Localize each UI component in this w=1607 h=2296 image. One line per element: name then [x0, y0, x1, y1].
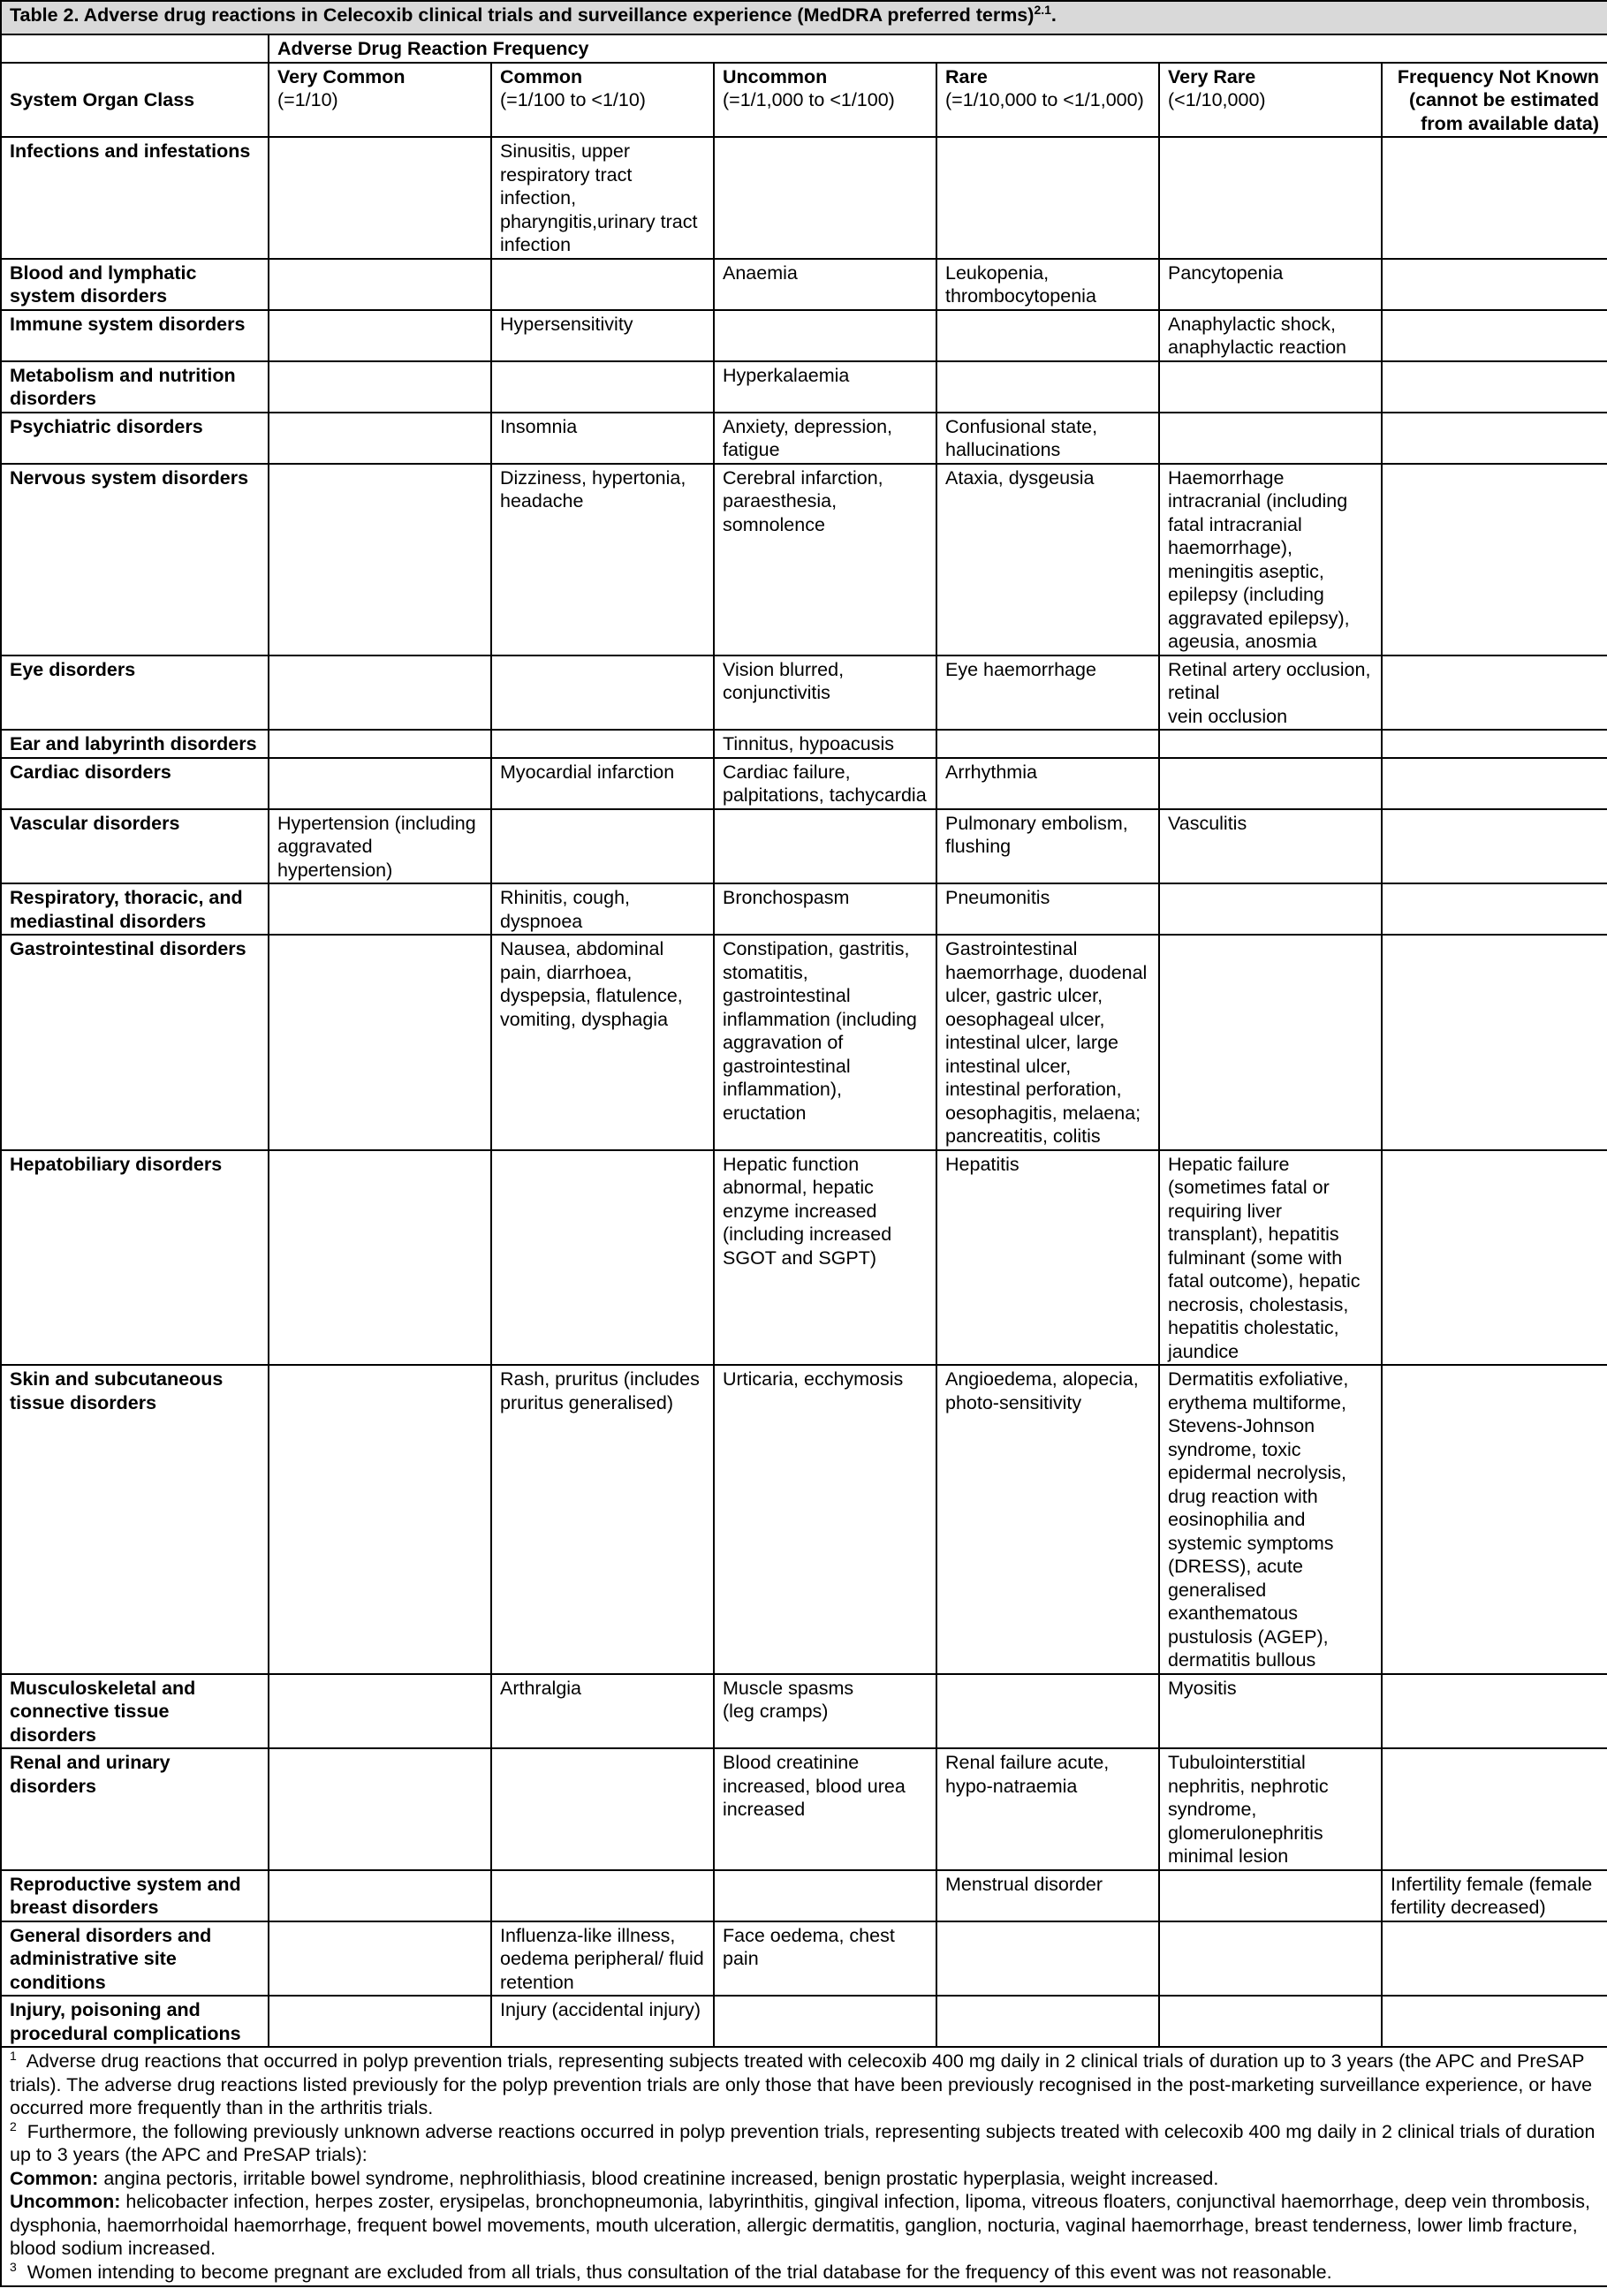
uncommon-label: Uncommon:	[10, 2191, 121, 2212]
column-header	[1382, 63, 1607, 138]
table-cell	[1159, 935, 1382, 1150]
footnote-3-mark: 3	[10, 2259, 17, 2274]
table-cell: Rash, pruritus (includes pruritus generalised)	[491, 1365, 714, 1674]
footnote-2-text: Furthermore, the following previously unknown adverse reactions occurred in polyp prevention trials, representing subjects treated with celecoxib 400 mg daily in 2 clinical trials of duration up to 3 years (the APC and PreSAP trials):	[10, 2120, 1596, 2165]
caption-text: Table 2. Adverse drug reactions in Celecoxib clinical trials and surveillance experience (MedDRA preferred terms)	[10, 4, 1035, 26]
table-cell	[1382, 413, 1607, 464]
table-cell	[936, 1674, 1159, 1749]
column-header-range: (=1/100 to <1/10)	[500, 89, 646, 110]
table-cell: Menstrual disorder	[936, 1870, 1159, 1921]
column-header-range: (=1/1,000 to <1/100)	[723, 89, 895, 110]
table-cell	[1382, 361, 1607, 413]
system-organ-class: Metabolism and nutrition disorders	[1, 361, 269, 413]
footnote-1-text: Adverse drug reactions that occurred in polyp prevention trials, representing subjects treated with celecoxib 400 mg daily in 2 clinical trials of duration up to 3 years (the APC and PreSAP trials). The adverse drug reactions listed previously for the polyp prevention trials are only those that have been previously recognised in the post-marketing surveillance experience, or have occurred more frequently than in the arthritis trials.	[10, 2050, 1593, 2118]
table-cell	[1382, 1674, 1607, 1749]
column-header-name: Common	[500, 65, 583, 87]
system-organ-class: Immune system disorders	[1, 310, 269, 361]
table-cell	[1382, 259, 1607, 310]
table-row	[1, 1150, 1607, 1366]
table-row	[1, 1870, 1607, 1921]
common-text: angina pectoris, irritable bowel syndrome, nephrolithiasis, blood creatinine increased, benign prostatic hyperplasia, weight increased.	[103, 2167, 1219, 2189]
table-cell	[1382, 655, 1607, 731]
system-organ-class: Musculoskeletal and connective tissue disorders	[1, 1674, 269, 1749]
table-cell	[491, 655, 714, 731]
system-organ-class: Injury, poisoning and procedural complications	[1, 1996, 269, 2047]
table-cell	[936, 1996, 1159, 2047]
column-header	[491, 63, 714, 138]
column-header-name: Uncommon	[723, 65, 828, 87]
footnote-1-mark: 1	[10, 2048, 17, 2063]
system-organ-class: Infections and infestations	[1, 137, 269, 259]
table-cell	[1382, 1921, 1607, 1997]
table-cell	[269, 1996, 491, 2047]
table-cell: Urticaria, ecchymosis	[714, 1365, 936, 1674]
table-row	[1, 310, 1607, 361]
table-cell	[269, 1150, 491, 1366]
table-cell	[269, 730, 491, 758]
table-cell: Anxiety, depression, fatigue	[714, 413, 936, 464]
system-organ-class: Blood and lymphatic system disorders	[1, 259, 269, 310]
table-cell: Hypertension (including aggravated hypertension)	[269, 809, 491, 884]
table-cell: Hepatic function abnormal, hepatic enzyme increased (including increased SGOT and SGPT)	[714, 1150, 936, 1366]
table-cell: Muscle spasms (leg cramps)	[714, 1674, 936, 1749]
table-row	[1, 809, 1607, 884]
table-row	[1, 413, 1607, 464]
footnote-3	[10, 2261, 1599, 2285]
table-cell	[269, 1921, 491, 1997]
footnote-common	[10, 2167, 1599, 2191]
table-cell: Anaemia	[714, 259, 936, 310]
table-cell: Angioedema, alopecia, photo-sensitivity	[936, 1365, 1159, 1674]
table-cell	[1382, 1748, 1607, 1870]
table-cell: Tubulointerstitial nephritis, nephrotic syndrome, glomerulonephritis minimal lesion	[1159, 1748, 1382, 1870]
table-cell: Hypersensitivity	[491, 310, 714, 361]
table-cell	[1159, 883, 1382, 935]
table-row	[1, 883, 1607, 935]
table-cell: Confusional state, hallucinations	[936, 413, 1159, 464]
table-cell	[269, 883, 491, 935]
table-cell: Pneumonitis	[936, 883, 1159, 935]
table-cell: Vasculitis	[1159, 809, 1382, 884]
table-cell	[936, 137, 1159, 259]
table-cell	[1159, 1870, 1382, 1921]
table-row	[1, 1921, 1607, 1997]
table-cell: Infertility female (female fertility decreased)	[1382, 1870, 1607, 1921]
table-cell: Bronchospasm	[714, 883, 936, 935]
table-row	[1, 1674, 1607, 1749]
table-cell: Pulmonary embolism, flushing	[936, 809, 1159, 884]
table-row	[1, 1996, 1607, 2047]
footnotes	[1, 2047, 1607, 2286]
system-organ-class: Renal and urinary disorders	[1, 1748, 269, 1870]
column-header-name: System Organ Class	[10, 89, 195, 110]
uncommon-text: helicobacter infection, herpes zoster, erysipelas, bronchopneumonia, labyrinthitis, gingival infection, lipoma, vitreous floaters, conjunctival haemorrhage, deep vein thrombosis, dysphonia, haemorrhoidal haemorrhage, frequent bowel movements, mouth ulceration, allergic dermatitis, ganglion, nocturia, vaginal haemorrhage, breast tenderness, lower limb fracture, blood sodium increased.	[10, 2191, 1590, 2259]
table-cell	[1159, 361, 1382, 413]
table-cell	[1382, 310, 1607, 361]
system-organ-class: Vascular disorders	[1, 809, 269, 884]
table-row	[1, 259, 1607, 310]
table-cell	[269, 361, 491, 413]
table-cell: Haemorrhage intracranial (including fatal intracranial haemorrhage), meningitis aseptic, epilepsy (including aggravated epilepsy), ageusia, anosmia	[1159, 464, 1382, 655]
table-caption	[1, 1, 1607, 34]
column-header-name: Rare	[945, 65, 988, 87]
table-cell	[491, 1870, 714, 1921]
table-cell: Arthralgia	[491, 1674, 714, 1749]
table-cell	[269, 758, 491, 809]
table-cell	[1382, 809, 1607, 884]
table-cell	[714, 1870, 936, 1921]
table-cell	[1382, 1150, 1607, 1366]
table-cell	[1382, 1365, 1607, 1674]
table-cell	[491, 1748, 714, 1870]
system-organ-class: Gastrointestinal disorders	[1, 935, 269, 1150]
group-header-spacer	[1, 34, 269, 63]
table-cell: Leukopenia, thrombocytopenia	[936, 259, 1159, 310]
column-header-name: Frequency Not Known (cannot be estimated from available data)	[1397, 65, 1600, 134]
table-cell: Vision blurred, conjunctivitis	[714, 655, 936, 731]
table-cell: Nausea, abdominal pain, diarrhoea, dyspepsia, flatulence, vomiting, dysphagia	[491, 935, 714, 1150]
group-header: Adverse Drug Reaction Frequency	[269, 34, 1607, 63]
table-cell	[491, 730, 714, 758]
table-cell	[269, 1870, 491, 1921]
table-cell	[269, 1365, 491, 1674]
table-cell: Influenza-like illness, oedema peripheral/ fluid retention	[491, 1921, 714, 1997]
table-cell	[714, 137, 936, 259]
column-header	[1159, 63, 1382, 138]
system-organ-class: Reproductive system and breast disorders	[1, 1870, 269, 1921]
table-cell	[1159, 1921, 1382, 1997]
table-cell	[1159, 758, 1382, 809]
table-cell	[1382, 730, 1607, 758]
table-cell	[1382, 137, 1607, 259]
table-cell	[269, 310, 491, 361]
table-row	[1, 730, 1607, 758]
table-cell: Myositis	[1159, 1674, 1382, 1749]
table-cell: Injury (accidental injury)	[491, 1996, 714, 2047]
table-cell: Retinal artery occlusion, retinal vein occlusion	[1159, 655, 1382, 731]
column-header	[936, 63, 1159, 138]
table-cell	[1382, 464, 1607, 655]
table-cell	[269, 413, 491, 464]
table-cell	[269, 259, 491, 310]
table-row	[1, 655, 1607, 731]
table-row	[1, 1365, 1607, 1674]
table-cell	[1382, 883, 1607, 935]
column-header-range: (=1/10,000 to <1/1,000)	[945, 89, 1144, 110]
table-cell	[714, 310, 936, 361]
system-organ-class: Eye disorders	[1, 655, 269, 731]
table-cell	[269, 935, 491, 1150]
table-cell	[269, 655, 491, 731]
table-cell: Eye haemorrhage	[936, 655, 1159, 731]
table-cell	[936, 310, 1159, 361]
column-header-name: Very Rare	[1168, 65, 1256, 87]
table-cell: Rhinitis, cough, dyspnoea	[491, 883, 714, 935]
table-cell: Pancytopenia	[1159, 259, 1382, 310]
column-header	[269, 63, 491, 138]
table-cell: Hepatitis	[936, 1150, 1159, 1366]
table-cell: Face oedema, chest pain	[714, 1921, 936, 1997]
system-organ-class: Skin and subcutaneous tissue disorders	[1, 1365, 269, 1674]
table-cell	[269, 1674, 491, 1749]
table-row	[1, 758, 1607, 809]
table-cell: Hyperkalaemia	[714, 361, 936, 413]
table-cell: Ataxia, dysgeusia	[936, 464, 1159, 655]
table-cell	[269, 464, 491, 655]
table-cell	[936, 1921, 1159, 1997]
caption-superscript: 2.1	[1034, 2, 1051, 17]
table-cell: Insomnia	[491, 413, 714, 464]
caption-row	[1, 1, 1607, 34]
table-cell	[714, 809, 936, 884]
system-organ-class: Psychiatric disorders	[1, 413, 269, 464]
column-header	[714, 63, 936, 138]
footnote-2	[10, 2120, 1599, 2167]
table-cell: Dizziness, hypertonia, headache	[491, 464, 714, 655]
table-cell	[491, 259, 714, 310]
system-organ-class: General disorders and administrative site conditions	[1, 1921, 269, 1997]
table-cell	[1382, 935, 1607, 1150]
system-organ-class: Nervous system disorders	[1, 464, 269, 655]
group-header-row	[1, 34, 1607, 63]
table-cell: Myocardial infarction	[491, 758, 714, 809]
table-cell	[269, 137, 491, 259]
table-cell	[714, 1996, 936, 2047]
footnote-1	[10, 2050, 1599, 2120]
footnote-uncommon	[10, 2190, 1599, 2261]
footnotes-row	[1, 2047, 1607, 2286]
table-cell: Anaphylactic shock, anaphylactic reaction	[1159, 310, 1382, 361]
table-cell: Gastrointestinal haemorrhage, duodenal ulcer, gastric ulcer, oesophageal ulcer, intestinal ulcer, large intestinal ulcer, intestinal perforation, oesophagitis, melaena; pancreatitis, colitis	[936, 935, 1159, 1150]
table-cell	[491, 1150, 714, 1366]
table-cell: Cerebral infarction, paraesthesia, somnolence	[714, 464, 936, 655]
system-organ-class: Ear and labyrinth disorders	[1, 730, 269, 758]
caption-end: .	[1050, 4, 1057, 26]
table-cell	[936, 361, 1159, 413]
table-cell	[1159, 730, 1382, 758]
table-cell: Blood creatinine increased, blood urea increased	[714, 1748, 936, 1870]
table-cell	[491, 361, 714, 413]
table-cell: Sinusitis, upper respiratory tract infection, pharyngitis,urinary tract infection	[491, 137, 714, 259]
column-header-name: Very Common	[277, 65, 406, 87]
footnote-3-text: Women intending to become pregnant are excluded from all trials, thus consultation of the trial database for the frequency of this event was not reasonable.	[27, 2261, 1332, 2283]
table-cell	[1382, 1996, 1607, 2047]
table-cell: Constipation, gastritis, stomatitis, gastrointestinal inflammation (including aggravation of gastrointestinal inflammation), eructation	[714, 935, 936, 1150]
table-cell: Arrhythmia	[936, 758, 1159, 809]
table-cell: Hepatic failure (sometimes fatal or requiring liver transplant), hepatitis fulminant (some with fatal outcome), hepatic necrosis, cholestasis, hepatitis cholestatic, jaundice	[1159, 1150, 1382, 1366]
footnote-2-mark: 2	[10, 2118, 17, 2133]
table-cell: Cardiac failure, palpitations, tachycardia	[714, 758, 936, 809]
table-cell: Renal failure acute, hypo-natraemia	[936, 1748, 1159, 1870]
table-cell	[1159, 1996, 1382, 2047]
table-cell: Dermatitis exfoliative, erythema multiforme, Stevens-Johnson syndrome, toxic epidermal necrolysis, drug reaction with eosinophilia and systemic symptoms (DRESS), acute generalised exanthematous pustulosis (AGEP), dermatitis bullous	[1159, 1365, 1382, 1674]
table-cell	[1382, 758, 1607, 809]
column-header-range: (<1/10,000)	[1168, 89, 1266, 110]
system-organ-class: Cardiac disorders	[1, 758, 269, 809]
system-organ-class: Hepatobiliary disorders	[1, 1150, 269, 1366]
table-row	[1, 464, 1607, 655]
column-header-row	[1, 63, 1607, 138]
column-header-range: (=1/10)	[277, 89, 338, 110]
table-cell	[269, 1748, 491, 1870]
common-label: Common:	[10, 2167, 99, 2189]
table-row	[1, 935, 1607, 1150]
table-cell: Tinnitus, hypoacusis	[714, 730, 936, 758]
table-cell	[1159, 413, 1382, 464]
table-row	[1, 1748, 1607, 1870]
table-cell	[1159, 137, 1382, 259]
table-row	[1, 361, 1607, 413]
system-organ-class: Respiratory, thoracic, and mediastinal disorders	[1, 883, 269, 935]
table-cell	[491, 809, 714, 884]
table-cell	[936, 730, 1159, 758]
column-header	[1, 63, 269, 138]
table-row	[1, 137, 1607, 259]
